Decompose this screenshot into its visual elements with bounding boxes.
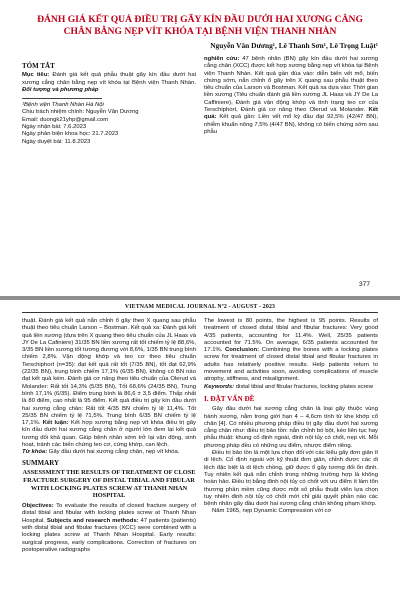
page2-left-column: [22, 318, 196, 554]
section-paragraph-2: Điều trị bảo tồn là một lựa chọn đối với các kiểu gãy đơn giản ít di lệch. Cố định ngoài với kỹ thuật đơn giản, chỉnh được các di lệch đặc biệt là di lệch chồng, giữ được ổ gãy tương đối ổn định. Tuy nhiên kết quả nắn chỉnh trong những trường hợp là không hoàn hảo. Điều trị bằng đinh nội tủy có chốt với ưu điểm ít làm tổn thương phần mềm cũng được một số phẫu thuật viên lựa chọn tuy nhiên đinh nội tủy có chốt mới chỉ giải quyết phần nào các bệnh nhân gãy đầu dưới hai xương cẳng chân không phạm khớp.: [204, 450, 378, 508]
en-keywords-text: distal tibial and fibular fractures, locking plates screw: [234, 383, 373, 390]
results-label: Kết quả:: [204, 107, 378, 121]
summary-results-text: The lowest is 80 points, the highest is 95 points. Results of treatment of closed distal tibial and fibular fractures: Very good 4/35 patients, accounting for 11.4%. Well, 25/35 patients accounted for 71.5%. On average, 6/35 patients accounted for 17.1%.: [204, 318, 378, 354]
affiliation: ¹Bệnh viện Thanh Nhàn Hà Nội: [22, 102, 104, 109]
objective-label: Mục tiêu:: [22, 72, 50, 79]
page-number: 377: [358, 281, 370, 288]
summary-results-continued: [204, 318, 378, 384]
en-keywords-label: Keywords:: [204, 383, 235, 390]
article-first-page: [0, 0, 400, 296]
abstract-right-column: [204, 56, 378, 136]
author-list: Nguyễn Văn Dương¹, Lê Thanh Sơn¹, Lê Trọng Luật¹: [210, 41, 378, 50]
results-text: Kết quả gần: Liền vết mổ kỳ đầu đạt 92,5% (42/47 BN), nhiễm khuẩn nông 7,5% (4/47 BN), không có biến chứng sớm sau phẫu: [204, 114, 378, 135]
objective-text: Đánh giá kết quả phẫu thuật gãy kín đầu dưới hai xương cẳng chân bằng nẹp vít khóa tại Bệnh viện Thanh Nhàn.: [22, 72, 196, 86]
author-email: Email: duongk21yhp@gmail.com: [22, 116, 109, 123]
journal-header: VIETNAM MEDICAL JOURNAL Nº2 - AUGUST - 2023: [22, 304, 378, 313]
section-paragraph-3: Năm 1965, nẹp Dynamic Compression với cơ: [212, 508, 332, 515]
conclusion-text: Kết hợp xương bằng nẹp vít khóa điều trị gãy kín đầu dưới hai xương cẳng chân ở người lớn đem lại kết quả tương đối khả quan. Giúp bệnh nhân sớm trở lại vận động, sinh hoạt, tránh các biến chứng teo cơ, cứng khớp, can lệch.: [22, 420, 196, 449]
abstract-objective: [22, 72, 196, 94]
en-conclusion-label: Conclusion:: [225, 347, 260, 354]
summary-methods-label: Subjects and research methods:: [46, 517, 139, 524]
article-second-page: [0, 300, 400, 600]
page2-right-column: [204, 318, 378, 516]
summary-objectives-label: Objectives:: [22, 503, 54, 510]
article-title: ĐÁNH GIÁ KẾT QUẢ ĐIỀU TRỊ GÃY KÍN ĐẦU DƯỚI HAI XƯƠNG CẲNG CHÂN BẰNG NẸP VÍT KHÓA TẠI BỆNH VIỆN THANH NHÀN: [37, 14, 363, 37]
abstract-methods-text: [204, 56, 378, 136]
conclusion-label: Kết luận:: [42, 420, 69, 427]
keywords-vi: [22, 449, 196, 456]
section-heading: I. ĐẶT VẤN ĐỀ: [204, 394, 255, 403]
results-continued-text: thuật. Đánh giá kết quả nắn chỉnh ổ gãy theo X quang sau phẫu thuật theo tiêu chuẩn Larson – Bostman. Kết quả xa: Đánh giá kết quả liền xương (dựa trên X quang theo tiêu chuẩn của JL Haas và JY De La Cafiniere) 31/35 BN liền xương rất tốt chiếm tỷ lệ 88,6%, 3/35 BN liền xương tốt tương đương với 8,6%, 1/35 BN trung bình chiếm 2,8%. Vận động khớp và teo cơ theo tiêu chuẩn Terschiphort (n=35): đạt kết quả rất tốt (7/35 BN), tốt đạt 62,9% (22/35 BN), trung bình chiếm 17,1% (6/35 BN), không có BN nào đạt kết quả kém. Đánh giá cơ năng theo tiêu chuẩn của Olerud và Molander: Rất tốt 14,3% (5/35 BN), Tốt 68,6% (24/35 BN), Trung bình 17,1% (6/35). Điểm trung bình là 86,6 ± 3,5 điểm. Thấp nhất là 80 điểm, cao nhất là 95 điểm. Kết quả điều trị gãy kín đầu dưới hai xương cẳng chân: Rất tốt 4/35 BN chiếm tỷ lệ 11,4%. Tốt 25/35 BN chiếm tỷ lệ 71,5%. Trung bình 6/35 BN chiếm tỷ lệ 17,1%.: [22, 318, 196, 427]
methods-label: Đối tượng và phương pháp: [22, 86, 99, 93]
summary-heading: SUMMARY: [22, 458, 60, 467]
methods-continuation-label: nghiên cứu:: [204, 56, 240, 62]
keywords-text: Gãy đầu dưới hai xương cẳng chân, nẹp vít khóa.: [47, 449, 180, 456]
date-received: Ngày nhận bài: 7.6.2023: [22, 124, 87, 131]
keywords-en: [204, 384, 378, 391]
methods-text: 47 bệnh nhân (BN) gãy kín đầu dưới hai xương cẳng chân (XCC) được kết hợp xương bằng nẹp vít khóa tại Bệnh viện Thanh Nhàn. Kết quả gần đúa vào: diễn biến vết mổ, biến chứng sớm, nắn chỉnh ổ gãy trên X quang sau phẫu thuật theo tiêu chuẩn của Larson và Bostman. Kết quả xa dựa vào: Thời gian liền xương (Tiêu chuẩn đánh giá liền xương JL Haas và JY De La Caffiniere), Đánh giá vận động khớp và tình trạng teo cơ của Terschiphort, Đánh giá cơ năng theo Olerud và Molander.: [204, 56, 378, 114]
summary-text: [22, 503, 196, 554]
summary-methods-text: 47 patients (patients) with distal tibial and fibular fractures (XCC) were combined with a locking plates screw at Thanh Nhan Hospital. Early results: surgical progress, early complications. Correction of fractures on postoperative radiographs: [22, 517, 196, 553]
section-paragraph-1: Gãy đầu dưới hai xương cẳng chân là loại gãy thuộc vùng hành xương, nằm trong giới hạn 4 – 4,6cm tính từ khe khớp cổ chân [4]. Có nhiều phương pháp điều trị gãy đầu dưới hai xương cẳng chân như: điều trị bảo tồn: nắn chỉnh bó bột, kéo liên tục hay phẫu thuật: khung cố định ngoài, đinh nội tủy có chốt, nẹp vít. Mỗi phương pháp đều có những ưu điểm, nhược điểm riêng.: [204, 406, 378, 449]
abstract-heading: TÓM TẮT: [22, 62, 55, 70]
footnote-divider: [22, 98, 102, 99]
date-accepted: Ngày duyệt bài: 11.8.2023: [22, 138, 91, 145]
abstract-results-continued: [22, 318, 196, 449]
date-reviewed: Ngày phản biện khoa học: 21.7.2023: [22, 131, 119, 138]
keywords-label: Từ khóa:: [22, 449, 48, 456]
corresponding-author: Chịu trách nhiệm chính: Nguyễn Văn Dương: [22, 109, 139, 116]
article-metadata: [22, 102, 196, 146]
en-conclusion-text: Combining the bones with a locking plates screw for treatment of closed distal tibial and fibular fractures in adults has relatively positive results. Help patients return to movement and activities soon, avoiding complications of muscle atrophy, stiffness, and misalignment.: [204, 347, 378, 383]
summary-objectives-text: To evaluate the results of closed fracture surgery of distal tibial and fibular with locking plates screw at Thanh Nhan Hospital.: [22, 503, 196, 524]
summary-title: ASSESSMENT THE RESULTS OF TREATMENT OF CLOSE FRACTURE SURGERY OF DISTAL TIBIAL AND FIBULAR WITH LOCKING PLATES SCREW AT THANH NHAN HOSPITAL: [22, 468, 196, 500]
abstract-left-column: [22, 61, 196, 146]
